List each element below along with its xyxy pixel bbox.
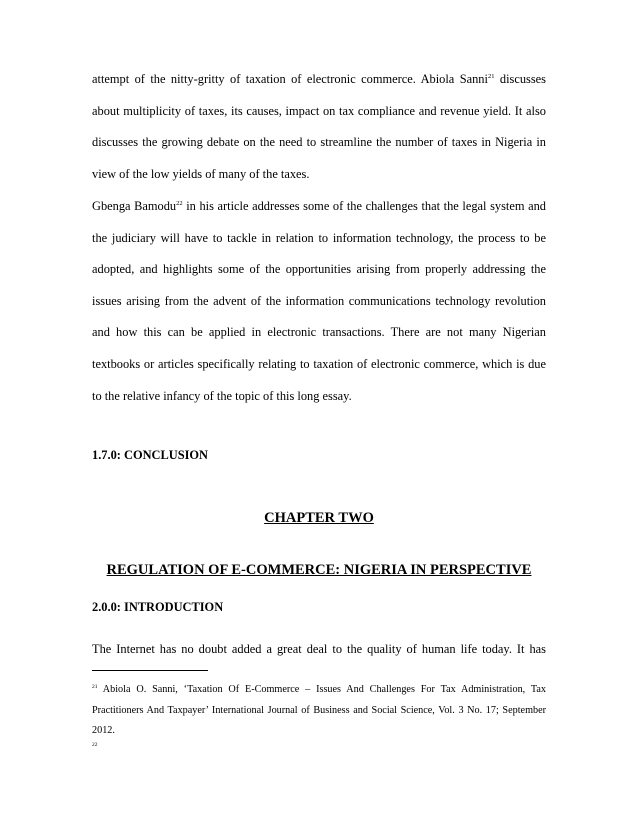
- footnote-21: [92, 680, 546, 742]
- footnote-reference-22[interactable]: 22: [176, 200, 183, 207]
- paragraph-text: in his article addresses some of the challenges that the legal system and the judiciary will have to tackle in relation to information technology, the process to be adopted, and highlights some of the opportunities arising from properly addressing the issues arising from the advent of the information communications technology revolution and how this can be applied in electronic transactions. There are not many Nigerian textbooks or articles specifically relating to taxation of electronic commerce, which is due to the relative infancy of the topic of this long essay.: [92, 199, 546, 403]
- body-paragraph-introduction: The Internet has no doubt added a great deal to the quality of human life today. It has: [92, 642, 546, 656]
- chapter-heading: CHAPTER TWO: [264, 510, 374, 526]
- section-heading-introduction: 2.0.0: INTRODUCTION: [92, 600, 224, 614]
- footnote-separator: [92, 670, 208, 671]
- footnote-reference-21[interactable]: 21: [487, 73, 495, 80]
- paragraph-text: Gbenga Bamodu: [92, 199, 177, 213]
- body-paragraph-sanni: [92, 64, 546, 190]
- chapter-title: REGULATION OF E-COMMERCE: NIGERIA IN PERSPECTIVE: [106, 562, 532, 578]
- paragraph-text: discusses about multiplicity of taxes, its causes, impact on tax compliance and revenue yield. It also discusses the growing debate on the need to streamline the number of taxes in Nigeria in view of the low yields of many of the taxes.: [92, 72, 547, 181]
- section-heading-conclusion: 1.7.0: CONCLUSION: [92, 448, 208, 462]
- footnote-mark: 21: [92, 684, 98, 690]
- footnote-text: Abiola O. Sanni, ‘Taxation Of E-Commerce – Issues And Challenges For Tax Administration, Tax Practitioners And Taxpayer’ International Journal of Business and Social Science, Vol. 3 No. 17; September 2012.: [92, 684, 546, 736]
- footnote-mark: 22: [92, 742, 98, 748]
- footnote-22: [92, 738, 546, 759]
- body-paragraph-bamodu: [92, 191, 546, 412]
- paragraph-text: attempt of the nitty-gritty of taxation of electronic commerce. Abiola Sanni: [92, 72, 488, 86]
